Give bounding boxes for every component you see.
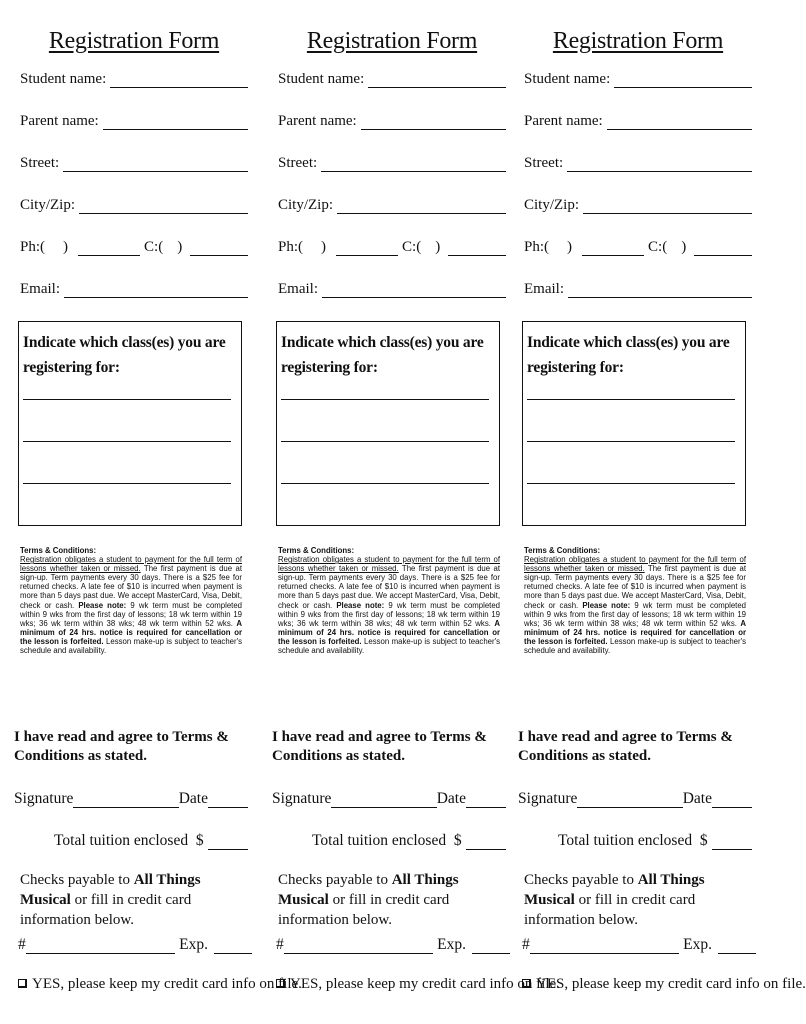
email-label: Email: — [20, 281, 60, 297]
parent-name-field[interactable] — [278, 108, 506, 130]
keep-card-label: YES, please keep my credit card info on file. — [32, 976, 302, 992]
terms-obligation: Registration obligates a student to payment for the full term of lessons whether taken or missed. — [20, 555, 242, 574]
terms-note-label: Please note: — [78, 600, 127, 610]
email-label: Email: — [278, 281, 318, 297]
class-line-2[interactable] — [281, 441, 489, 442]
business-name: All Things Musical — [524, 872, 705, 908]
terms-makeup-text: Lesson make-up is subject to teacher's schedule and availability. — [20, 636, 242, 656]
phone-field[interactable] — [20, 234, 248, 256]
student-name-blank[interactable] — [614, 71, 752, 88]
card-number-blank[interactable] — [530, 937, 679, 954]
city-zip-label: City/Zip: — [278, 197, 334, 213]
student-name-label: Student name: — [278, 71, 365, 87]
street-field[interactable] — [20, 150, 248, 172]
class-heading: Indicate which class(es) you are registering for: — [281, 334, 484, 376]
tuition-blank[interactable] — [208, 833, 248, 850]
student-name-field[interactable] — [20, 66, 248, 88]
checkbox-icon[interactable] — [522, 979, 531, 988]
class-heading: Indicate which class(es) you are registering for: — [527, 334, 730, 376]
terms-note-text: 9 wk term must be completed within 9 wks from the first day of lessons; 18 wk term within 19 wks; 36 wk term within 38 wks; 48 wk term within 52 wks. — [278, 600, 501, 628]
tuition-label: Total tuition enclosed $ — [312, 832, 462, 849]
class-heading: Indicate which class(es) you are registering for: — [23, 334, 226, 376]
class-selection-box — [18, 321, 242, 526]
checks-prefix: Checks payable to — [524, 872, 638, 888]
cell-paren: ) — [435, 239, 441, 255]
class-line-3[interactable] — [23, 483, 231, 484]
checks-suffix: or fill in credit card information below. — [20, 892, 192, 928]
phone-paren: ) — [63, 239, 69, 255]
street-field[interactable] — [524, 150, 752, 172]
credit-card-field[interactable] — [522, 932, 756, 954]
tuition-label: Total tuition enclosed $ — [54, 832, 204, 849]
tuition-field[interactable] — [312, 828, 506, 850]
terms-obligation: Registration obligates a student to payment for the full term of lessons whether taken or missed. — [278, 555, 500, 574]
cell-paren: ) — [177, 239, 183, 255]
street-label: Street: — [524, 155, 564, 171]
city-zip-field[interactable] — [278, 192, 506, 214]
signature-label: Signature — [272, 790, 332, 807]
class-line-3[interactable] — [527, 483, 735, 484]
terms-and-conditions — [278, 546, 500, 655]
street-label: Street: — [20, 155, 60, 171]
registration-form-right — [518, 0, 806, 1024]
student-name-label: Student name: — [524, 71, 611, 87]
street-label: Street: — [278, 155, 318, 171]
signature-blank[interactable] — [577, 791, 682, 808]
terms-note-text: 9 wk term must be completed within 9 wks from the first day of lessons; 18 wk term within 19 wks; 36 wk term within 38 wks; 48 wk term within 52 wks. — [524, 600, 747, 628]
class-line-2[interactable] — [23, 441, 231, 442]
city-zip-blank[interactable] — [79, 197, 248, 214]
checks-prefix: Checks payable to — [20, 872, 134, 888]
terms-makeup-text: Lesson make-up is subject to teacher's schedule and availability. — [524, 636, 746, 656]
street-blank[interactable] — [567, 155, 752, 172]
exp-blank[interactable] — [472, 937, 510, 954]
class-selection-box — [522, 321, 746, 526]
terms-payment-text: The first payment is due at sign-up. Term payments every 30 days. There is a $25 fee for returned checks. A late fee of $10 is incurred when payment is more than 5 days past due. We accept MasterCard, Visa, Debit, check or cash. — [524, 564, 746, 610]
tuition-blank[interactable] — [712, 833, 752, 850]
date-label: Date — [178, 790, 208, 807]
card-hash-label: # — [276, 936, 284, 953]
terms-note-text: 9 wk term must be completed within 9 wks from the first day of lessons; 18 wk term within 19 wks; 36 wk term within 38 wks; 48 wk term within 52 wks. — [20, 600, 243, 628]
parent-name-field[interactable] — [20, 108, 248, 130]
class-line-1[interactable] — [23, 399, 231, 400]
exp-label: Exp. — [683, 936, 712, 953]
class-line-1[interactable] — [281, 399, 489, 400]
terms-title: Terms & Conditions: — [20, 546, 97, 555]
exp-blank[interactable] — [718, 937, 756, 954]
cell-label: C:( — [648, 239, 668, 255]
phone-field[interactable] — [524, 234, 752, 256]
signature-field[interactable] — [518, 786, 752, 808]
phone-field[interactable] — [278, 234, 506, 256]
business-name: All Things Musical — [278, 872, 459, 908]
signature-field[interactable] — [272, 786, 506, 808]
student-name-field[interactable] — [278, 66, 506, 88]
email-blank[interactable] — [64, 281, 248, 298]
date-blank[interactable] — [466, 791, 506, 808]
parent-name-blank[interactable] — [607, 113, 752, 130]
terms-obligation: Registration obligates a student to payment for the full term of lessons whether taken or missed. — [524, 555, 746, 574]
checkbox-icon[interactable] — [18, 979, 27, 988]
checks-suffix: or fill in credit card information below. — [278, 892, 450, 928]
terms-payment-text: The first payment is due at sign-up. Term payments every 30 days. There is a $25 fee for returned checks. A late fee of $10 is incurred when payment is more than 5 days past due. We accept MasterCard, Visa, Debit, check or cash. — [20, 564, 242, 610]
keep-card-on-file-option[interactable] — [18, 976, 302, 993]
phone-paren: ) — [567, 239, 573, 255]
date-blank[interactable] — [712, 791, 752, 808]
phone-label: Ph:( — [524, 239, 550, 255]
cell-blank[interactable] — [448, 239, 506, 256]
parent-name-label: Parent name: — [278, 113, 357, 129]
email-field[interactable] — [20, 276, 248, 298]
city-zip-field[interactable] — [20, 192, 248, 214]
tuition-blank[interactable] — [466, 833, 506, 850]
terms-cancellation: A minimum of 24 hrs. notice is required for cancellation or the lesson is forfeited. — [524, 618, 746, 646]
checks-payable-note — [524, 870, 754, 930]
keep-card-on-file-option[interactable] — [522, 976, 806, 993]
keep-card-on-file-option[interactable] — [276, 976, 560, 993]
class-line-2[interactable] — [527, 441, 735, 442]
phone-label: Ph:( — [20, 239, 46, 255]
card-hash-label: # — [522, 936, 530, 953]
business-name: All Things Musical — [20, 872, 201, 908]
signature-label: Signature — [518, 790, 578, 807]
student-name-field[interactable] — [524, 66, 752, 88]
terms-note-label: Please note: — [582, 600, 631, 610]
phone-blank[interactable] — [336, 239, 398, 256]
agreement-statement: I have read and agree to Terms & Conditions as stated. — [272, 729, 487, 764]
agreement-statement: I have read and agree to Terms & Conditions as stated. — [14, 729, 229, 764]
street-field[interactable] — [278, 150, 506, 172]
street-blank[interactable] — [63, 155, 248, 172]
exp-label: Exp. — [179, 936, 208, 953]
signature-label: Signature — [14, 790, 74, 807]
credit-card-field[interactable] — [18, 932, 252, 954]
exp-label: Exp. — [437, 936, 466, 953]
city-zip-blank[interactable] — [337, 197, 506, 214]
checks-payable-note — [278, 870, 508, 930]
email-field[interactable] — [524, 276, 752, 298]
agreement-statement: I have read and agree to Terms & Conditions as stated. — [518, 729, 733, 764]
signature-blank[interactable] — [73, 791, 178, 808]
phone-blank[interactable] — [582, 239, 644, 256]
keep-card-label: YES, please keep my credit card info on file. — [290, 976, 560, 992]
tuition-field[interactable] — [54, 828, 248, 850]
terms-title: Terms & Conditions: — [278, 546, 355, 555]
tuition-label: Total tuition enclosed $ — [558, 832, 708, 849]
parent-name-field[interactable] — [524, 108, 752, 130]
email-blank[interactable] — [568, 281, 752, 298]
student-name-blank[interactable] — [110, 71, 248, 88]
exp-blank[interactable] — [214, 937, 252, 954]
terms-cancellation: A minimum of 24 hrs. notice is required for cancellation or the lesson is forfeited. — [20, 618, 242, 646]
date-label: Date — [436, 790, 466, 807]
form-title: Registration Form — [48, 28, 220, 54]
keep-card-label: YES, please keep my credit card info on file. — [536, 976, 806, 992]
form-title: Registration Form — [552, 28, 724, 54]
signature-field[interactable] — [14, 786, 248, 808]
email-field[interactable] — [278, 276, 506, 298]
checks-suffix: or fill in credit card information below. — [524, 892, 696, 928]
signature-blank[interactable] — [331, 791, 436, 808]
card-number-blank[interactable] — [26, 937, 175, 954]
class-selection-box — [276, 321, 500, 526]
parent-name-label: Parent name: — [524, 113, 603, 129]
phone-paren: ) — [321, 239, 327, 255]
email-label: Email: — [524, 281, 564, 297]
terms-note-label: Please note: — [336, 600, 385, 610]
registration-form-middle — [272, 0, 560, 1024]
parent-name-blank[interactable] — [361, 113, 506, 130]
student-name-blank[interactable] — [368, 71, 506, 88]
terms-and-conditions — [20, 546, 242, 655]
terms-and-conditions — [524, 546, 746, 655]
cell-blank[interactable] — [190, 239, 248, 256]
parent-name-blank[interactable] — [103, 113, 248, 130]
phone-label: Ph:( — [278, 239, 304, 255]
checkbox-icon[interactable] — [276, 979, 285, 988]
tuition-field[interactable] — [558, 828, 752, 850]
phone-blank[interactable] — [78, 239, 140, 256]
card-number-blank[interactable] — [284, 937, 433, 954]
terms-payment-text: The first payment is due at sign-up. Term payments every 30 days. There is a $25 fee for returned checks. A late fee of $10 is incurred when payment is more than 5 days past due. We accept MasterCard, Visa, Debit, check or cash. — [278, 564, 500, 610]
date-label: Date — [682, 790, 712, 807]
city-zip-label: City/Zip: — [524, 197, 580, 213]
parent-name-label: Parent name: — [20, 113, 99, 129]
terms-cancellation: A minimum of 24 hrs. notice is required for cancellation or the lesson is forfeited. — [278, 618, 500, 646]
checks-prefix: Checks payable to — [278, 872, 392, 888]
terms-makeup-text: Lesson make-up is subject to teacher's schedule and availability. — [278, 636, 500, 656]
city-zip-field[interactable] — [524, 192, 752, 214]
cell-paren: ) — [681, 239, 687, 255]
class-line-3[interactable] — [281, 483, 489, 484]
student-name-label: Student name: — [20, 71, 107, 87]
registration-form-left — [14, 0, 302, 1024]
city-zip-label: City/Zip: — [20, 197, 76, 213]
date-blank[interactable] — [208, 791, 248, 808]
cell-label: C:( — [144, 239, 164, 255]
form-title: Registration Form — [306, 28, 478, 54]
city-zip-blank[interactable] — [583, 197, 752, 214]
street-blank[interactable] — [321, 155, 506, 172]
checks-payable-note — [20, 870, 250, 930]
card-hash-label: # — [18, 936, 26, 953]
cell-label: C:( — [402, 239, 422, 255]
cell-blank[interactable] — [694, 239, 752, 256]
terms-title: Terms & Conditions: — [524, 546, 601, 555]
class-line-1[interactable] — [527, 399, 735, 400]
credit-card-field[interactable] — [276, 932, 510, 954]
email-blank[interactable] — [322, 281, 506, 298]
